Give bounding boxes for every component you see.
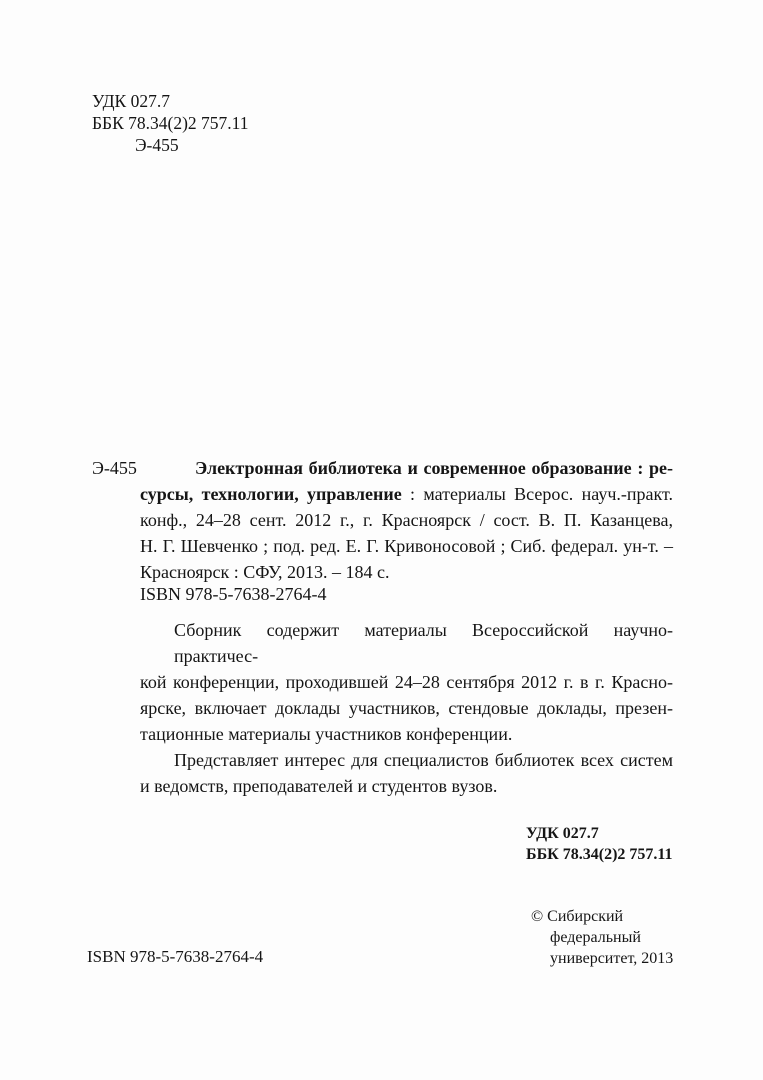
catalog-title-line-1: Электронная библиотека и современное образование : ре- [195, 458, 673, 478]
bottom-classification-block [526, 823, 673, 865]
udk-code: УДК 027.7 [92, 91, 170, 111]
catalog-entry [92, 455, 674, 585]
abstract-p2-line-2: и ведомств, преподавателей и студентов вузов. [140, 776, 498, 796]
isbn-line: ISBN 978-5-7638-2764-4 [140, 584, 327, 604]
catalog-hanging-label: Э-455 [92, 458, 137, 478]
abstract-p1-line-4: тационные материалы участников конференции. [140, 724, 513, 744]
catalog-line-4: Н. Г. Шевченко ; под. ред. Е. Г. Кривоносовой ; Сиб. федерал. ун-т. – [140, 536, 673, 556]
catalog-title-line-2-bold: сурсы, технологии, управление [140, 484, 402, 504]
bbk-code-bottom: ББК 78.34(2)2 757.11 [526, 846, 673, 863]
catalog-title-line-2-rest: : материалы Всерос. науч.-практ. [401, 484, 674, 504]
catalog-title-line-2 [140, 481, 673, 507]
udk-code-bottom: УДК 027.7 [526, 825, 599, 842]
isbn-bottom: ISBN 978-5-7638-2764-4 [87, 947, 264, 966]
copyright-block [531, 906, 673, 969]
catalog-line-3: конф., 24–28 сент. 2012 г., г. Красноярск / сост. В. П. Казанцева, [140, 510, 673, 530]
abstract-block [140, 617, 673, 799]
top-classification-block [92, 90, 249, 156]
copyright-line-1: © Сибирский [531, 908, 624, 925]
abstract-p2-line-1: Представляет интерес для специалистов библиотек всех систем [174, 750, 673, 770]
bbk-code: ББК 78.34(2)2 757.11 [92, 113, 249, 133]
abstract-p1-line-1: Сборник содержит материалы Всероссийской научно-практичес- [174, 620, 673, 666]
abstract-p1-line-2: кой конференции, проходившей 24–28 сентября 2012 г. в г. Красно- [140, 672, 673, 692]
catalog-line-5: Красноярск : СФУ, 2013. – 184 с. [140, 562, 390, 582]
copyright-line-2: федеральный [550, 929, 641, 946]
author-sign: Э-455 [135, 135, 179, 155]
copyright-line-3: университет, 2013 [550, 950, 674, 967]
abstract-p1-line-3: ярске, включает доклады участников, стендовые доклады, презен- [140, 698, 673, 718]
